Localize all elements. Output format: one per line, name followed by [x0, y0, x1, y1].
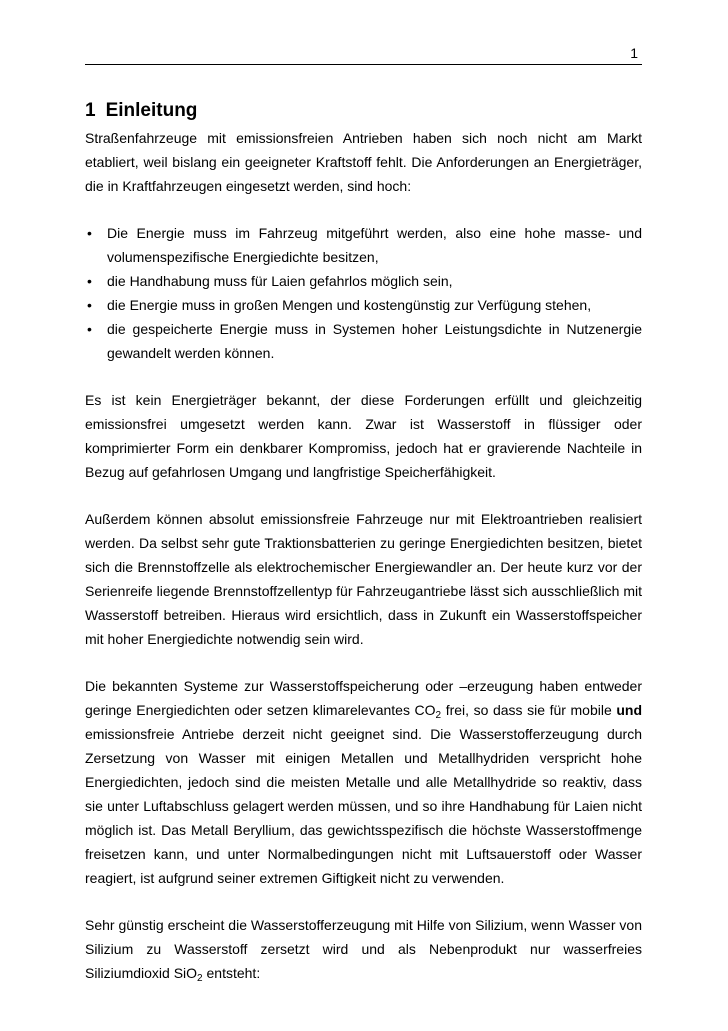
subscript: 2	[435, 710, 442, 721]
paragraph-text: Die bekannten Systeme zur Wasserstoffspeicherung oder –erzeugung haben entweder geringe Energiedichten oder setzen klimarelevantes CO	[85, 678, 642, 718]
page-number: 1	[630, 45, 638, 61]
list-item	[85, 269, 642, 293]
section-number: 1	[85, 100, 96, 121]
list-item	[85, 221, 642, 269]
section-heading	[85, 98, 642, 124]
header-rule	[85, 64, 642, 65]
list-item-text: die Handhabung muss für Laien gefahrlos möglich sein,	[107, 273, 453, 289]
list-item	[85, 317, 642, 365]
paragraph-energy-carrier: Es ist kein Energieträger bekannt, der diese Forderungen erfüllt und gleichzeitig emissionsfrei umgesetzt werden kann. Zwar ist Wasserstoff in flüssiger oder komprimierter Form ein denkbarer Kompromiss, jedoch hat er gravierende Nachteile in Bezug auf gefahrlosen Umgang und langfristige Speicherfähigkeit.	[85, 392, 642, 480]
bullet-icon: •	[87, 273, 92, 289]
list-item-text: die Energie muss in großen Mengen und kostengünstig zur Verfügung stehen,	[107, 297, 592, 313]
page-body	[85, 98, 642, 985]
paragraph-fuel-cell: Außerdem können absolut emissionsfreie Fahrzeuge nur mit Elektroantrieben realisiert werden. Da selbst sehr gute Traktionsbatterien zu geringe Energiedichten besitzen, bietet sich die Brennstoffzelle als elektrochemischer Energiewandler an. Der heute kurz vor der Serienreife liegende Brennstoffzellentyp für Fahrzeugantriebe lässt sich ausschließlich mit Wasserstoff betreiben. Hieraus wird ersichtlich, dass in Zukunft ein Wasserstoffspeicher mit hoher Energiedichte notwendig sein wird.	[85, 511, 642, 647]
list-item	[85, 293, 642, 317]
bullet-icon: •	[87, 297, 92, 313]
emphasis-text: und	[616, 702, 642, 718]
section-title: Einleitung	[105, 100, 198, 121]
intro-paragraph: Straßenfahrzeuge mit emissionsfreien Antrieben haben sich noch nicht am Markt etabliert, weil bislang ein geeigneter Kraftstoff fehlt. Die Anforderungen an Energieträger, die in Kraftfahrzeugen eingesetzt werden, sind hoch:	[85, 130, 642, 194]
bullet-icon: •	[87, 225, 92, 241]
paragraph-text: frei, so dass sie für mobile	[441, 702, 617, 718]
requirements-list	[85, 221, 642, 365]
paragraph-hydrogen-storage	[85, 674, 642, 890]
paragraph-text: entsteht:	[202, 965, 261, 981]
paragraph-silicon	[85, 913, 642, 985]
subscript: 2	[197, 973, 203, 984]
list-item-text: Die Energie muss im Fahrzeug mitgeführt werden, also eine hohe masse- und volumenspezifische Energiedichte besitzen,	[107, 225, 642, 265]
list-item-text: die gespeicherte Energie muss in Systemen hoher Leistungsdichte in Nutzenergie gewandelt werden können.	[107, 321, 642, 361]
bullet-icon: •	[87, 321, 92, 337]
paragraph-text: emissionsfreie Antriebe derzeit nicht geeignet sind. Die Wasserstofferzeugung durch Zersetzung von Wasser mit einigen Metallen und Metallhydriden verspricht hohe Energiedichten, jedoch sind die meisten Metalle und alle Metallhydride so reaktiv, dass sie unter Luftabschluss gelagert werden müssen, und so ihre Handhabung für Laien nicht möglich ist. Das Metall Beryllium, das gewichtsspezifisch die höchste Wasserstoffmenge freisetzen kann, und unter Normalbedingungen nicht mit Luftsauerstoff oder Wasser reagiert, ist aufgrund seiner extremen Giftigkeit nicht zu verwenden.	[85, 726, 642, 886]
paragraph-text: Sehr günstig erscheint die Wasserstofferzeugung mit Hilfe von Silizium, wenn Wasser von Silizium zu Wasserstoff zersetzt wird und als Nebenprodukt nur wasserfreies Siliziumdioxid SiO	[85, 917, 642, 981]
